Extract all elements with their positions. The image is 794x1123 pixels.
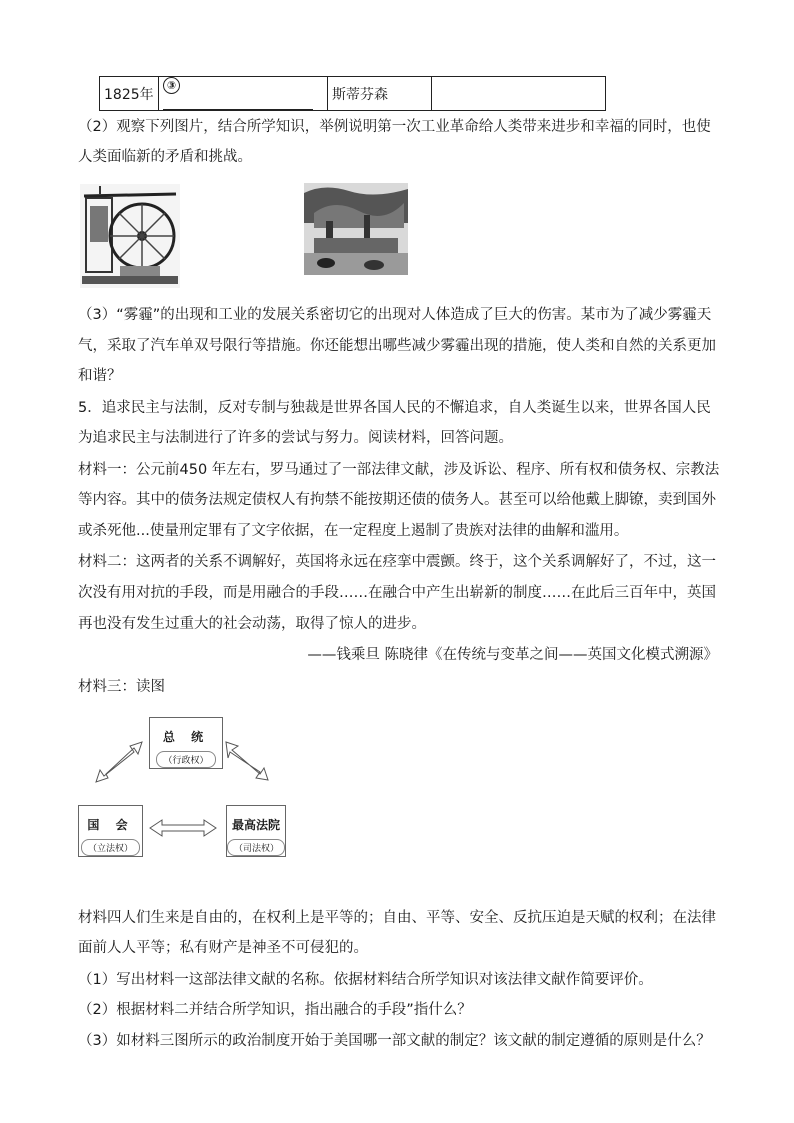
q5-intro-line1: 5．追求民主与法制，反对专制与独裁是世界各国人民的不懈追求，自人类诞生以来，世界各国人民	[78, 400, 711, 416]
double-arrow-right-icon	[226, 742, 268, 780]
diagram-arrows	[80, 730, 290, 840]
material4-line2: 面前人人平等；私有财产是神圣不可侵犯的。	[78, 940, 368, 956]
answer-blank-cell	[159, 77, 328, 111]
q4-2-line1: （2）观察下列图片，结合所学知识，举例说明第一次工业革命给人类带来进步和幸福的同时，也使	[78, 119, 711, 135]
question-3: （3）如材料三图所示的政治制度开始于美国哪一部文献的制定？该文献的制定遵循的原则是什么？	[78, 1033, 711, 1049]
court-label: 最高法院	[231, 818, 280, 832]
table-row	[100, 77, 606, 111]
year-cell: 1825年	[100, 77, 159, 111]
question-2: （2）根据材料二并结合所学知识，指出融合的手段”指什么？	[78, 1002, 472, 1018]
question-1: （1）写出材料一这部法律文献的名称。依据材料结合所学知识对该法律文献作简要评价。	[78, 972, 653, 988]
material1-line3: 或杀死他...使量刑定罪有了文字依据，在一定程度上遏制了贵族对法律的曲解和滥用。	[78, 523, 629, 539]
empty-cell	[432, 77, 606, 111]
fill-in-blank	[163, 95, 313, 110]
congress-sub-label: （立法权）	[81, 839, 140, 856]
q4-2-line2: 人类面临新的矛盾和挑战。	[78, 149, 252, 165]
inventor-cell: 斯蒂芬森	[328, 77, 432, 111]
circled-number-3: ③	[163, 77, 180, 94]
material2-line2: 次没有用对抗的手段，而是用融合的手段……在融合中产生出崭新的制度……在此后三百年中，英国	[78, 585, 716, 601]
q4-3-line1: （3）“雾霾”的出现和工业的发展关系密切它的出现对人体造成了巨大的伤害。某市为了减少雾霾天	[78, 307, 712, 323]
president-label: 总 统	[162, 730, 210, 744]
material1-line1: 材料一：公元前450 年左右，罗马通过了一部法律文献，涉及诉讼、程序、所有权和债务权、宗教法	[78, 462, 720, 478]
president-sub-label: （行政权）	[156, 751, 215, 768]
material4-line1: 材料四人们生来是自由的，在权利上是平等的；自由、平等、安全、反抗压迫是天赋的权利；在法律	[78, 910, 716, 926]
q5-intro-line2: 为追求民主与法制进行了许多的尝试与努力。阅读材料，回答问题。	[78, 430, 513, 446]
double-arrow-horizontal-icon	[150, 820, 216, 836]
material2-line1: 材料二：这两者的关系不调解好，英国将永远在痉挛中震颤。终于，这个关系调解好了，不过，这一	[78, 554, 716, 570]
congress-label: 国 会	[87, 818, 134, 832]
court-sub-label: （司法权）	[227, 839, 285, 856]
double-arrow-left-icon	[96, 742, 142, 782]
q4-3-line3: 和谐？	[78, 368, 122, 384]
steam-engine-image	[80, 184, 180, 288]
material1-line2: 等内容。其中的债务法规定债权人有拘禁不能按期还债的债务人。甚至可以给他戴上脚镣，卖到国外	[78, 492, 716, 508]
q4-3-line2: 气，采取了汽车单双号限行等措施。你还能想出哪些减少雾霾出现的措施，使人类和自然的关系更加	[78, 338, 716, 354]
material2-source: ——钱乘旦 陈晓律《在传统与变革之间——英国文化模式溯源》	[307, 647, 718, 663]
factory-pollution-image	[304, 183, 408, 275]
material3-label: 材料三：读图	[78, 679, 165, 695]
inventions-table	[99, 76, 606, 111]
material2-line3: 再也没有发生过重大的社会动荡，取得了惊人的进步。	[78, 616, 426, 632]
